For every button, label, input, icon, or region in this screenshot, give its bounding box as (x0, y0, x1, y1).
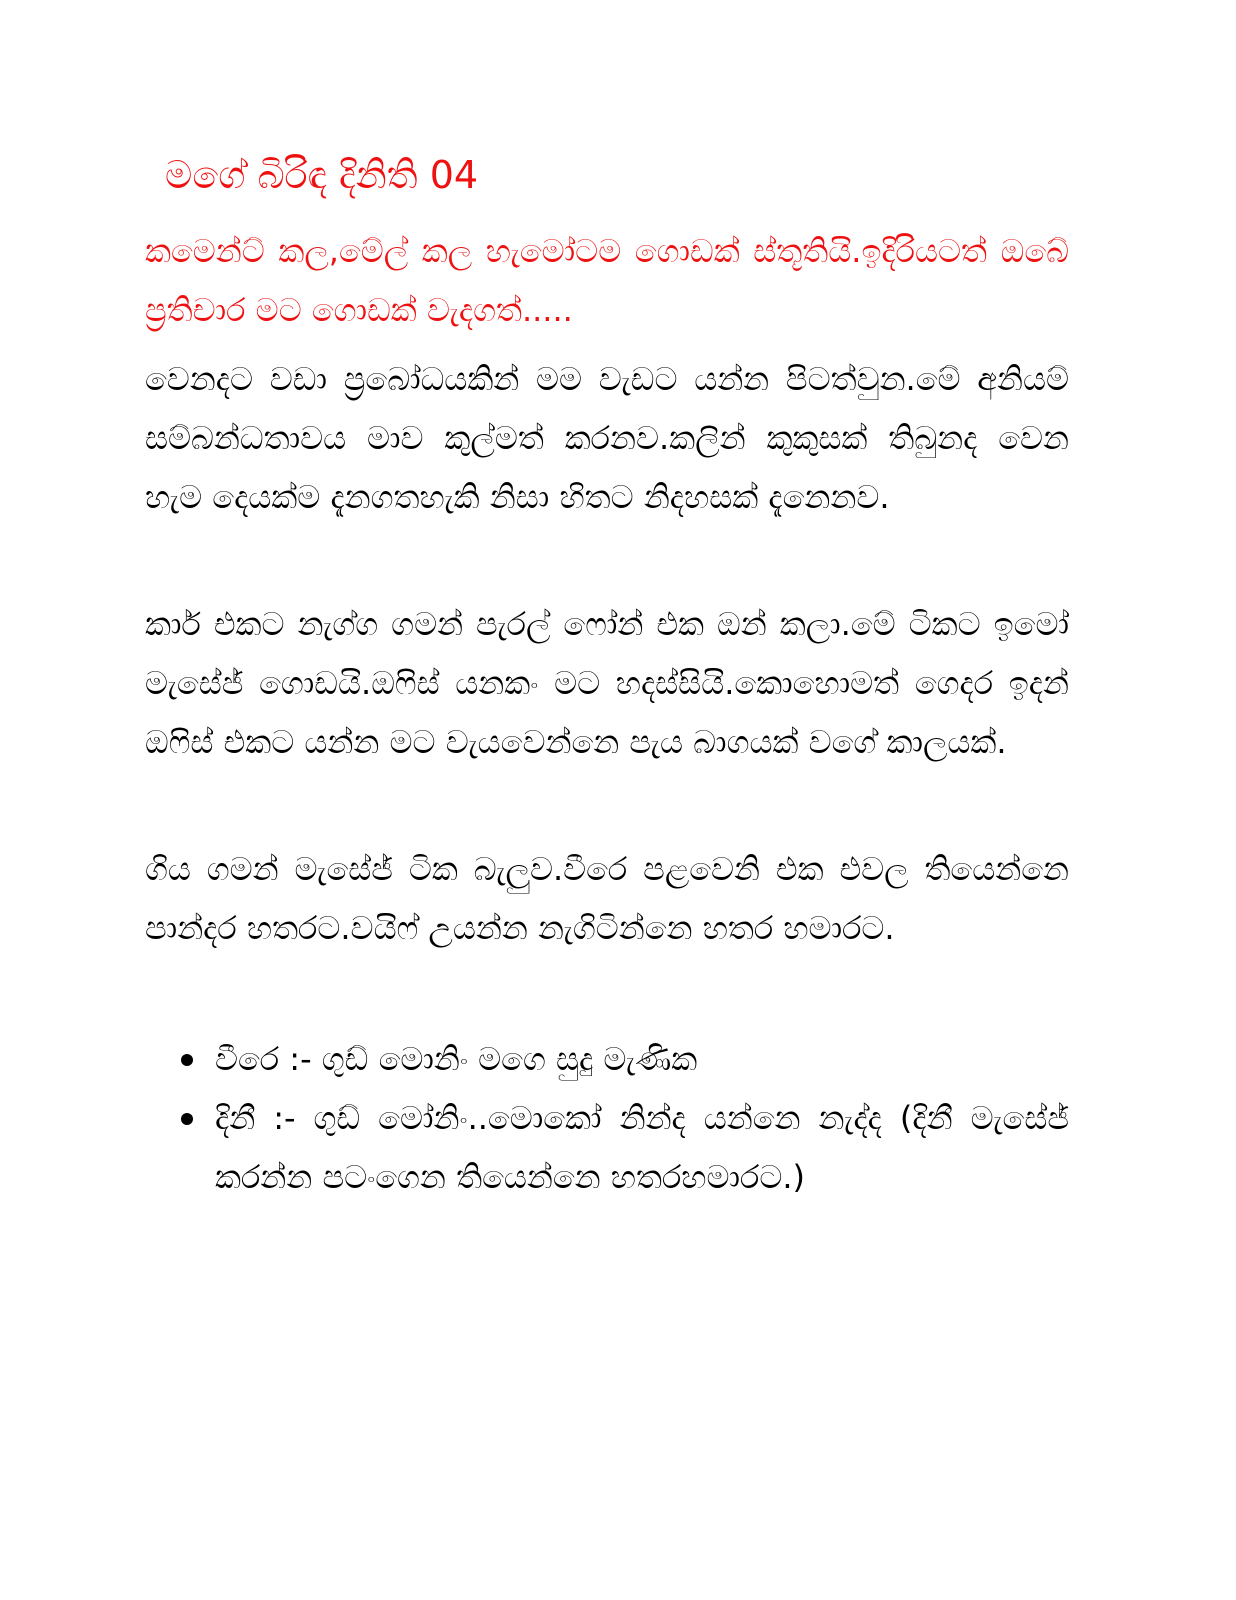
list-item-text: දිනී :- ගුඩ් මෝනිං..මොකෝ නින්ද යන්නෙ නැද්ද (දිනී මැසේජ් කරන්න පටංගෙන තියෙන්නෙ හතරහමාරට.) (215, 1099, 1069, 1196)
list-item (178, 1089, 1069, 1207)
bullet-icon (181, 1054, 193, 1066)
paragraph-2: කාර් එකට නැග්ග ගමන් පැරල් ෆෝන් එක ඔන් කලා.මේ ටිකට ඉමෝ මැසේජ් ගොඩයි.ඔෆිස් යනකං මට හදස්සියි.කොහොමත් ගෙදර ඉදන් ඔෆිස් එකට යන්න මට වැයවෙන්නෙ පැය බාගයක් වගේ කාලයක්. (145, 605, 1069, 761)
list-item (178, 1030, 1069, 1089)
intro-paragraph: කමෙන්ට් කල,මේල් කල හැමෝටම ගොඩක් ස්තූතියි.ඉදිරියටත් ඔබේ ප්‍රතිචාර මට ගොඩක් වැදගත්..... (145, 232, 1069, 329)
document-title: මගේ බිරිඳ දිනිති 04 (165, 153, 479, 197)
bullet-icon (181, 1113, 193, 1125)
message-list (178, 1030, 1069, 1207)
paragraph-1: වෙනදට වඩා ප්‍රබෝධයකින් මම වැඩට යන්න පිටත්වුන.මේ අනියම් සම්බන්ධතාවය මාව කුල්මත් කරනව.කලින් කුකුසක් තිබුනද වෙන හැම දෙයක්ම දැනගතහැකි නිසා හිතට නිදහසක් දැනෙනව. (145, 360, 1069, 516)
paragraph-3: ගිය ගමන් මැසේජ් ටික බැලුව.වීරෙ පළවෙනි එක එවල තියෙන්නෙ පාන්දර හතරට.වයිෆ් උයන්න නැගිටින්නෙ හතර හමාරට. (145, 850, 1069, 947)
list-item-text: වීරෙ :- ගුඩ් මොනිං මගෙ සුදු මැණික (215, 1040, 698, 1078)
